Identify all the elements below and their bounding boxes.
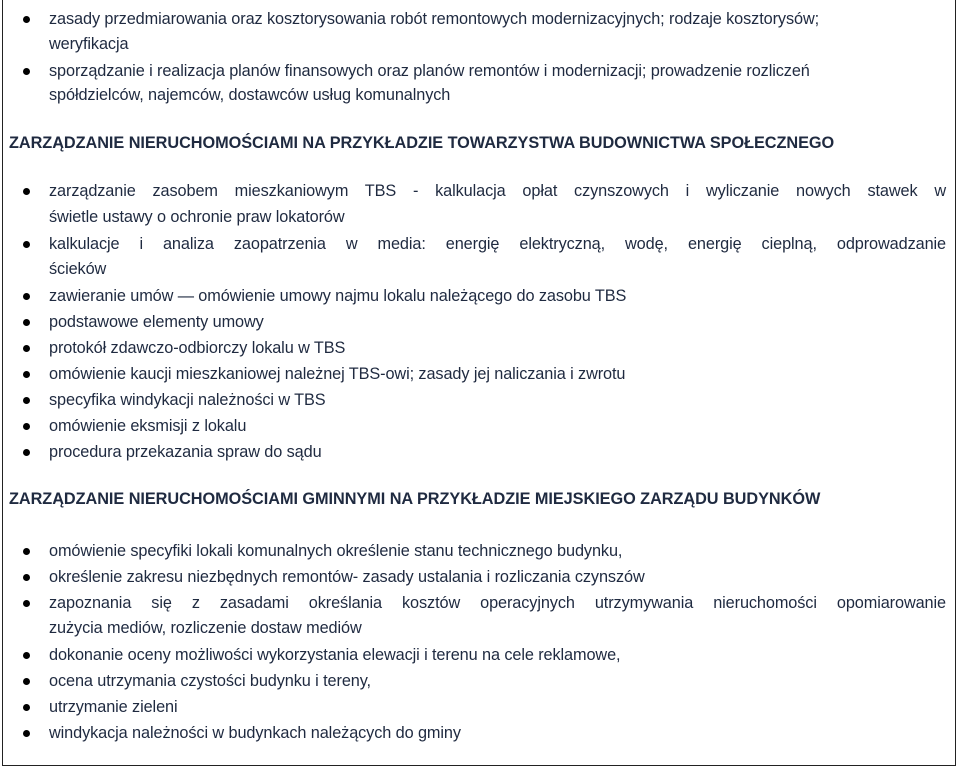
bullet-icon <box>23 293 30 300</box>
list-item-line-1: ocena utrzymania czystości budynku i tereny, <box>49 672 371 690</box>
list-item-line-1: dokonanie oceny możliwości wykorzystania elewacji i terenu na cele reklamowe, <box>49 646 621 664</box>
list-item-line-2: ścieków <box>49 260 107 278</box>
bullet-icon <box>23 68 30 75</box>
bullet-icon <box>23 423 30 430</box>
bullet-icon <box>23 704 30 711</box>
list-item-line-1: określenie zakresu niezbędnych remontów- zasady ustalania i rozliczania czynszów <box>49 568 645 586</box>
bullet-icon <box>23 319 30 326</box>
list-item-line-2: zużycia mediów, rozliczenie dostaw mediów <box>49 619 362 637</box>
list-item-line-1: zarządzanie zasobem mieszkaniowym TBS - kalkulacja opłat czynszowych i wyliczanie nowych stawek w <box>49 182 946 200</box>
list-item-line-1: omówienie eksmisji z lokalu <box>49 417 247 435</box>
section-heading-mzb: ZARZĄDZANIE NIERUCHOMOŚCIAMI GMINNYMI NA PRZYKŁADZIE MIEJSKIEGO ZARZĄDU BUDYNKÓW <box>9 490 821 508</box>
section-heading-tbs: ZARZĄDZANIE NIERUCHOMOŚCIAMI NA PRZYKŁADZIE TOWARZYSTWA BUDOWNICTWA SPOŁECZNEGO <box>9 134 835 152</box>
list-item-line-1: kalkulacje i analiza zaopatrzenia w media: energię elektryczną, wodę, energię cieplną, odprowadzanie <box>49 235 946 253</box>
bullet-icon <box>23 397 30 404</box>
bullet-icon <box>23 730 30 737</box>
list-item-line-2: spółdzielców, najemców, dostawców usług komunalnych <box>49 86 451 104</box>
bullet-icon <box>23 652 30 659</box>
bullet-icon <box>23 574 30 581</box>
list-item-line-2: świetle ustawy o ochronie praw lokatorów <box>49 208 345 226</box>
bullet-icon <box>23 241 30 248</box>
bullet-icon <box>23 188 30 195</box>
list-item-line-1: zapoznania się z zasadami określania kosztów operacyjnych utrzymywania nieruchomości opomiarowanie <box>49 594 946 612</box>
list-item-line-1: procedura przekazania spraw do sądu <box>49 443 322 461</box>
list-item-line-2: weryfikacja <box>49 35 129 53</box>
list-item-line-1: zawieranie umów — omówienie umowy najmu lokalu należącego do zasobu TBS <box>49 287 627 305</box>
bullet-icon <box>23 600 30 607</box>
list-item-line-1: sporządzanie i realizacja planów finansowych oraz planów remontów i modernizacji; prowadzenie rozliczeń <box>49 62 810 80</box>
bullet-icon <box>23 371 30 378</box>
list-item-line-1: omówienie kaucji mieszkaniowej należnej TBS-owi; zasady jej naliczania i zwrotu <box>49 365 626 383</box>
list-item-line-1: windykacja należności w budynkach należących do gminy <box>49 724 461 742</box>
bullet-icon <box>23 678 30 685</box>
list-item-line-1: omówienie specyfiki lokali komunalnych określenie stanu technicznego budynku, <box>49 542 623 560</box>
list-item-line-1: utrzymanie zieleni <box>49 698 178 716</box>
list-item-line-1: zasady przedmiarowania oraz kosztorysowania robót remontowych modernizacyjnych; rodzaje kosztorysów; <box>49 10 820 28</box>
bullet-icon <box>23 548 30 555</box>
bullet-icon <box>23 16 30 23</box>
list-item-line-1: specyfika windykacji należności w TBS <box>49 391 326 409</box>
bullet-icon <box>23 345 30 352</box>
bullet-icon <box>23 449 30 456</box>
list-item-line-1: protokół zdawczo-odbiorczy lokalu w TBS <box>49 339 346 357</box>
list-item-line-1: podstawowe elementy umowy <box>49 313 264 331</box>
